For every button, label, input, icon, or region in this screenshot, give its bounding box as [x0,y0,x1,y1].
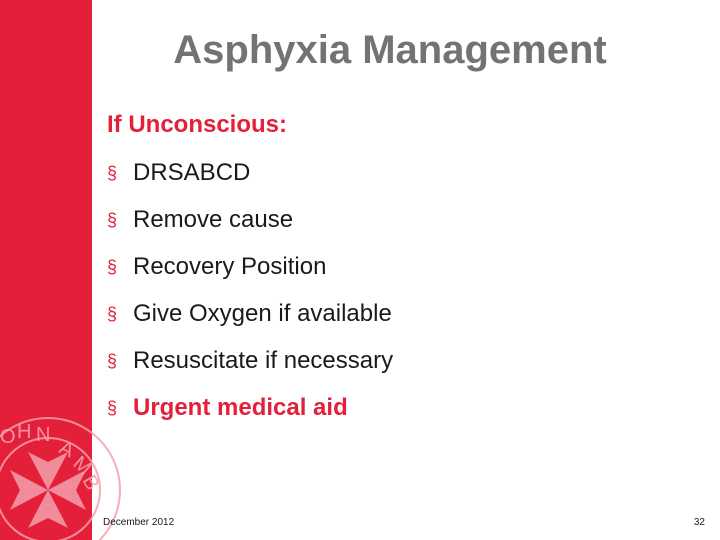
bullet-marker-icon: § [107,304,118,324]
bullet-item: § DRSABCD [107,153,393,200]
st-john-ambulance-logo-icon [0,0,104,540]
bullet-item: § Recovery Position [107,247,393,294]
bullet-marker-icon: § [107,257,118,277]
bullet-marker-icon: § [107,351,118,371]
svg-text:H: H [17,421,32,443]
bullet-item: § Give Oxygen if available [107,294,393,341]
bullet-list [107,153,393,435]
bullet-item: § Remove cause [107,200,393,247]
red-sidebar [0,0,104,540]
footer-date: December 2012 [103,517,175,528]
page-number: 32 [693,517,705,528]
bullet-item: § Resuscitate if necessary [107,341,393,388]
slide-subheading: If Unconscious: [107,111,288,138]
bullet-marker-icon: § [107,163,118,183]
svg-text:B: B [77,471,104,495]
bullet-marker-icon: § [107,398,118,418]
bullet-marker-icon: § [107,210,118,230]
svg-text:A: A [55,436,78,463]
slide-title: Asphyxia Management [173,28,607,72]
svg-text:O: O [0,426,16,448]
bullet-item-urgent: § Urgent medical aid [107,388,393,435]
svg-text:M: M [68,451,96,480]
svg-text:N: N [36,424,51,446]
